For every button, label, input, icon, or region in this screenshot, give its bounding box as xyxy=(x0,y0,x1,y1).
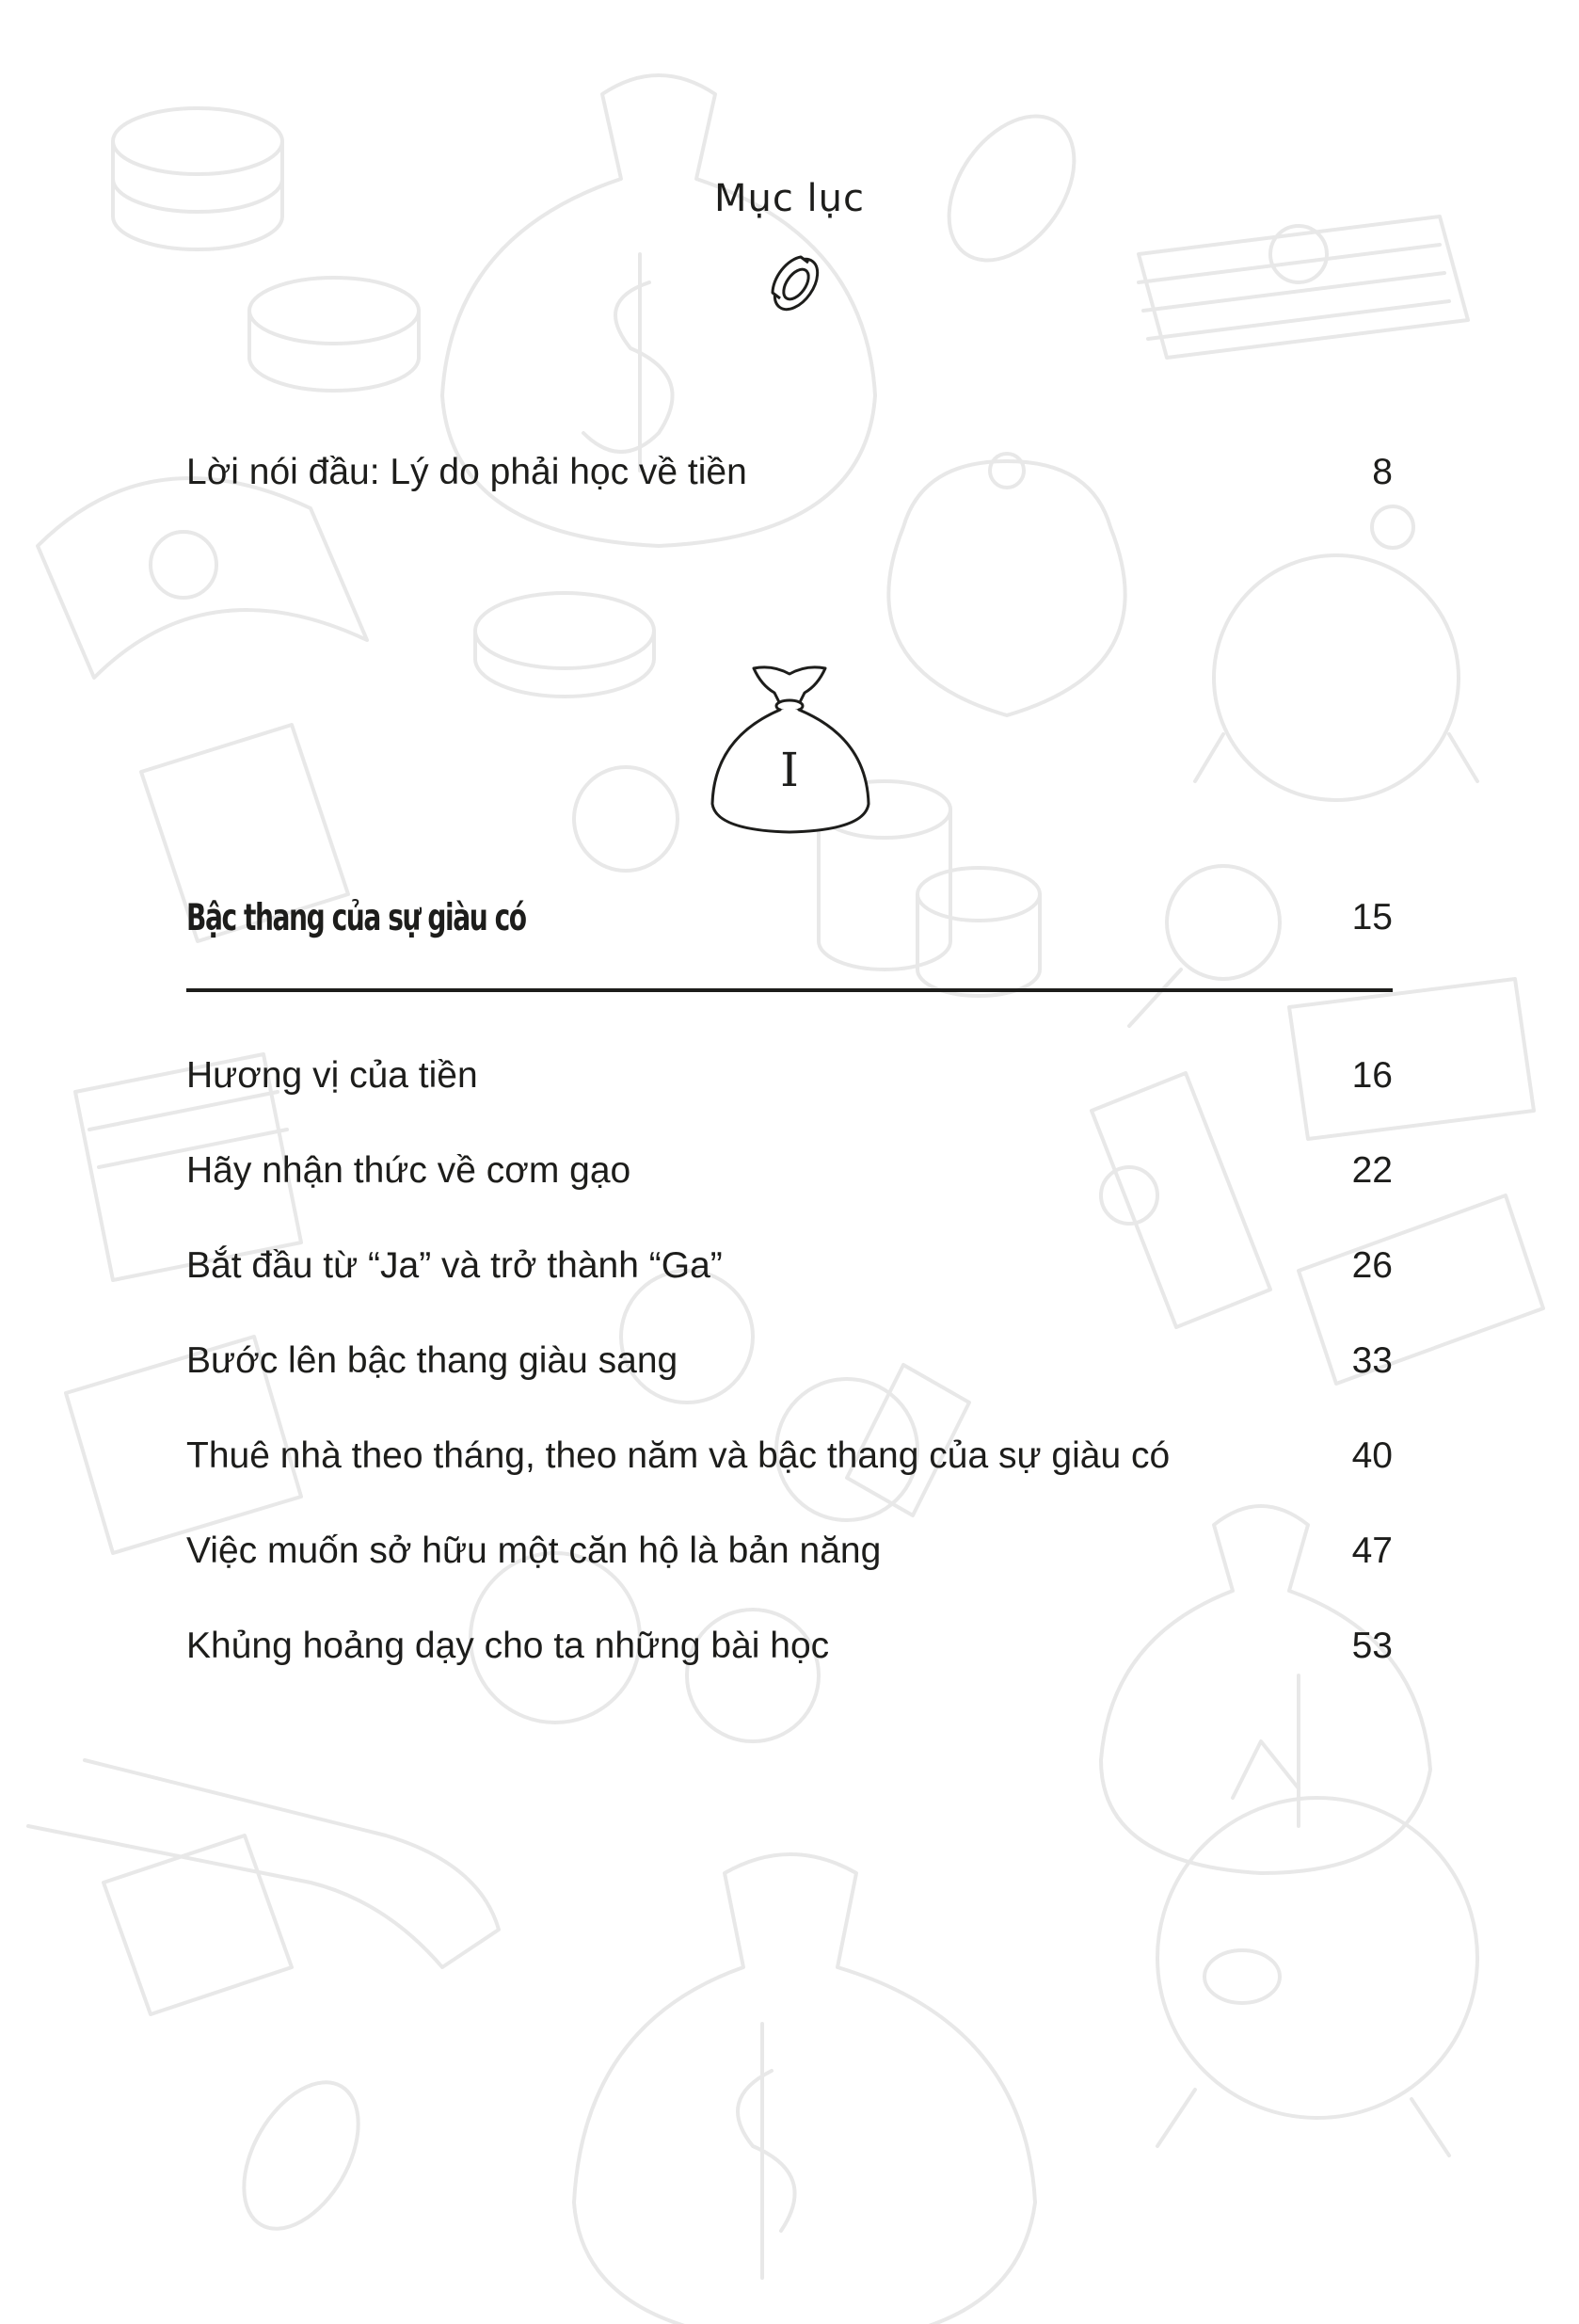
toc-entry-label: Hãy nhận thức về cơm gạo xyxy=(186,1150,631,1191)
toc-entry-page: 16 xyxy=(1351,1055,1393,1096)
coin-stack-doodle xyxy=(113,108,419,391)
page-title: Mục lục xyxy=(713,177,866,220)
chapter-page: 15 xyxy=(1351,897,1393,938)
chapter-divider xyxy=(186,988,1393,992)
toc-entry-intro[interactable] xyxy=(186,444,1393,501)
cash-stack-doodle xyxy=(1139,216,1468,358)
chapter-heading[interactable] xyxy=(186,890,1393,946)
toc-entry[interactable] xyxy=(186,1428,1393,1484)
toc-entry-page: 22 xyxy=(1351,1150,1393,1191)
toc-entry[interactable] xyxy=(186,1048,1393,1104)
toc-entry-label: Lời nói đầu: Lý do phải học về tiền xyxy=(186,452,747,492)
toc-entry[interactable] xyxy=(186,1333,1393,1389)
toc-entry-label: Khủng hoảng dạy cho ta những bài học xyxy=(186,1626,830,1666)
toc-entry-label: Bắt đầu từ “Ja” và trở thành “Ga” xyxy=(186,1245,723,1286)
toc-entry-page: 47 xyxy=(1351,1531,1393,1571)
chapter-badge: I xyxy=(780,743,799,797)
toc-entry-label: Bước lên bậc thang giàu sang xyxy=(186,1340,678,1381)
toc-entry[interactable] xyxy=(186,1618,1393,1675)
money-bag-icon xyxy=(705,659,874,838)
toc-entry-page: 33 xyxy=(1351,1340,1393,1381)
cut-card-doodle xyxy=(28,1760,499,2014)
banknote-doodle xyxy=(38,478,367,678)
toc-entry-label: Thuê nhà theo tháng, theo năm và bậc thang của sự giàu có xyxy=(186,1435,1171,1476)
toc-entry-label: Hương vị của tiền xyxy=(186,1055,478,1096)
toc-entry-page: 8 xyxy=(1372,452,1393,492)
coin-doodle xyxy=(220,2062,382,2248)
piggy-bank-doodle xyxy=(1195,506,1477,800)
piggy-bank-doodle xyxy=(1157,1741,1477,2156)
coin-doodle xyxy=(475,593,678,871)
toc-entry-label: Việc muốn sở hữu một căn hộ là bản năng xyxy=(186,1531,882,1571)
toc-entry[interactable] xyxy=(186,1238,1393,1294)
toc-entry-page: 53 xyxy=(1351,1626,1393,1666)
chapter-title: Bậc thang của sự giàu có xyxy=(186,896,526,939)
toc-entry-page: 26 xyxy=(1351,1245,1393,1286)
toc-entry-page: 40 xyxy=(1351,1435,1393,1476)
toc-entry[interactable] xyxy=(186,1523,1393,1579)
toc-entry[interactable] xyxy=(186,1143,1393,1199)
money-bag-doodle xyxy=(574,1854,1035,2324)
coin-icon xyxy=(758,254,824,326)
